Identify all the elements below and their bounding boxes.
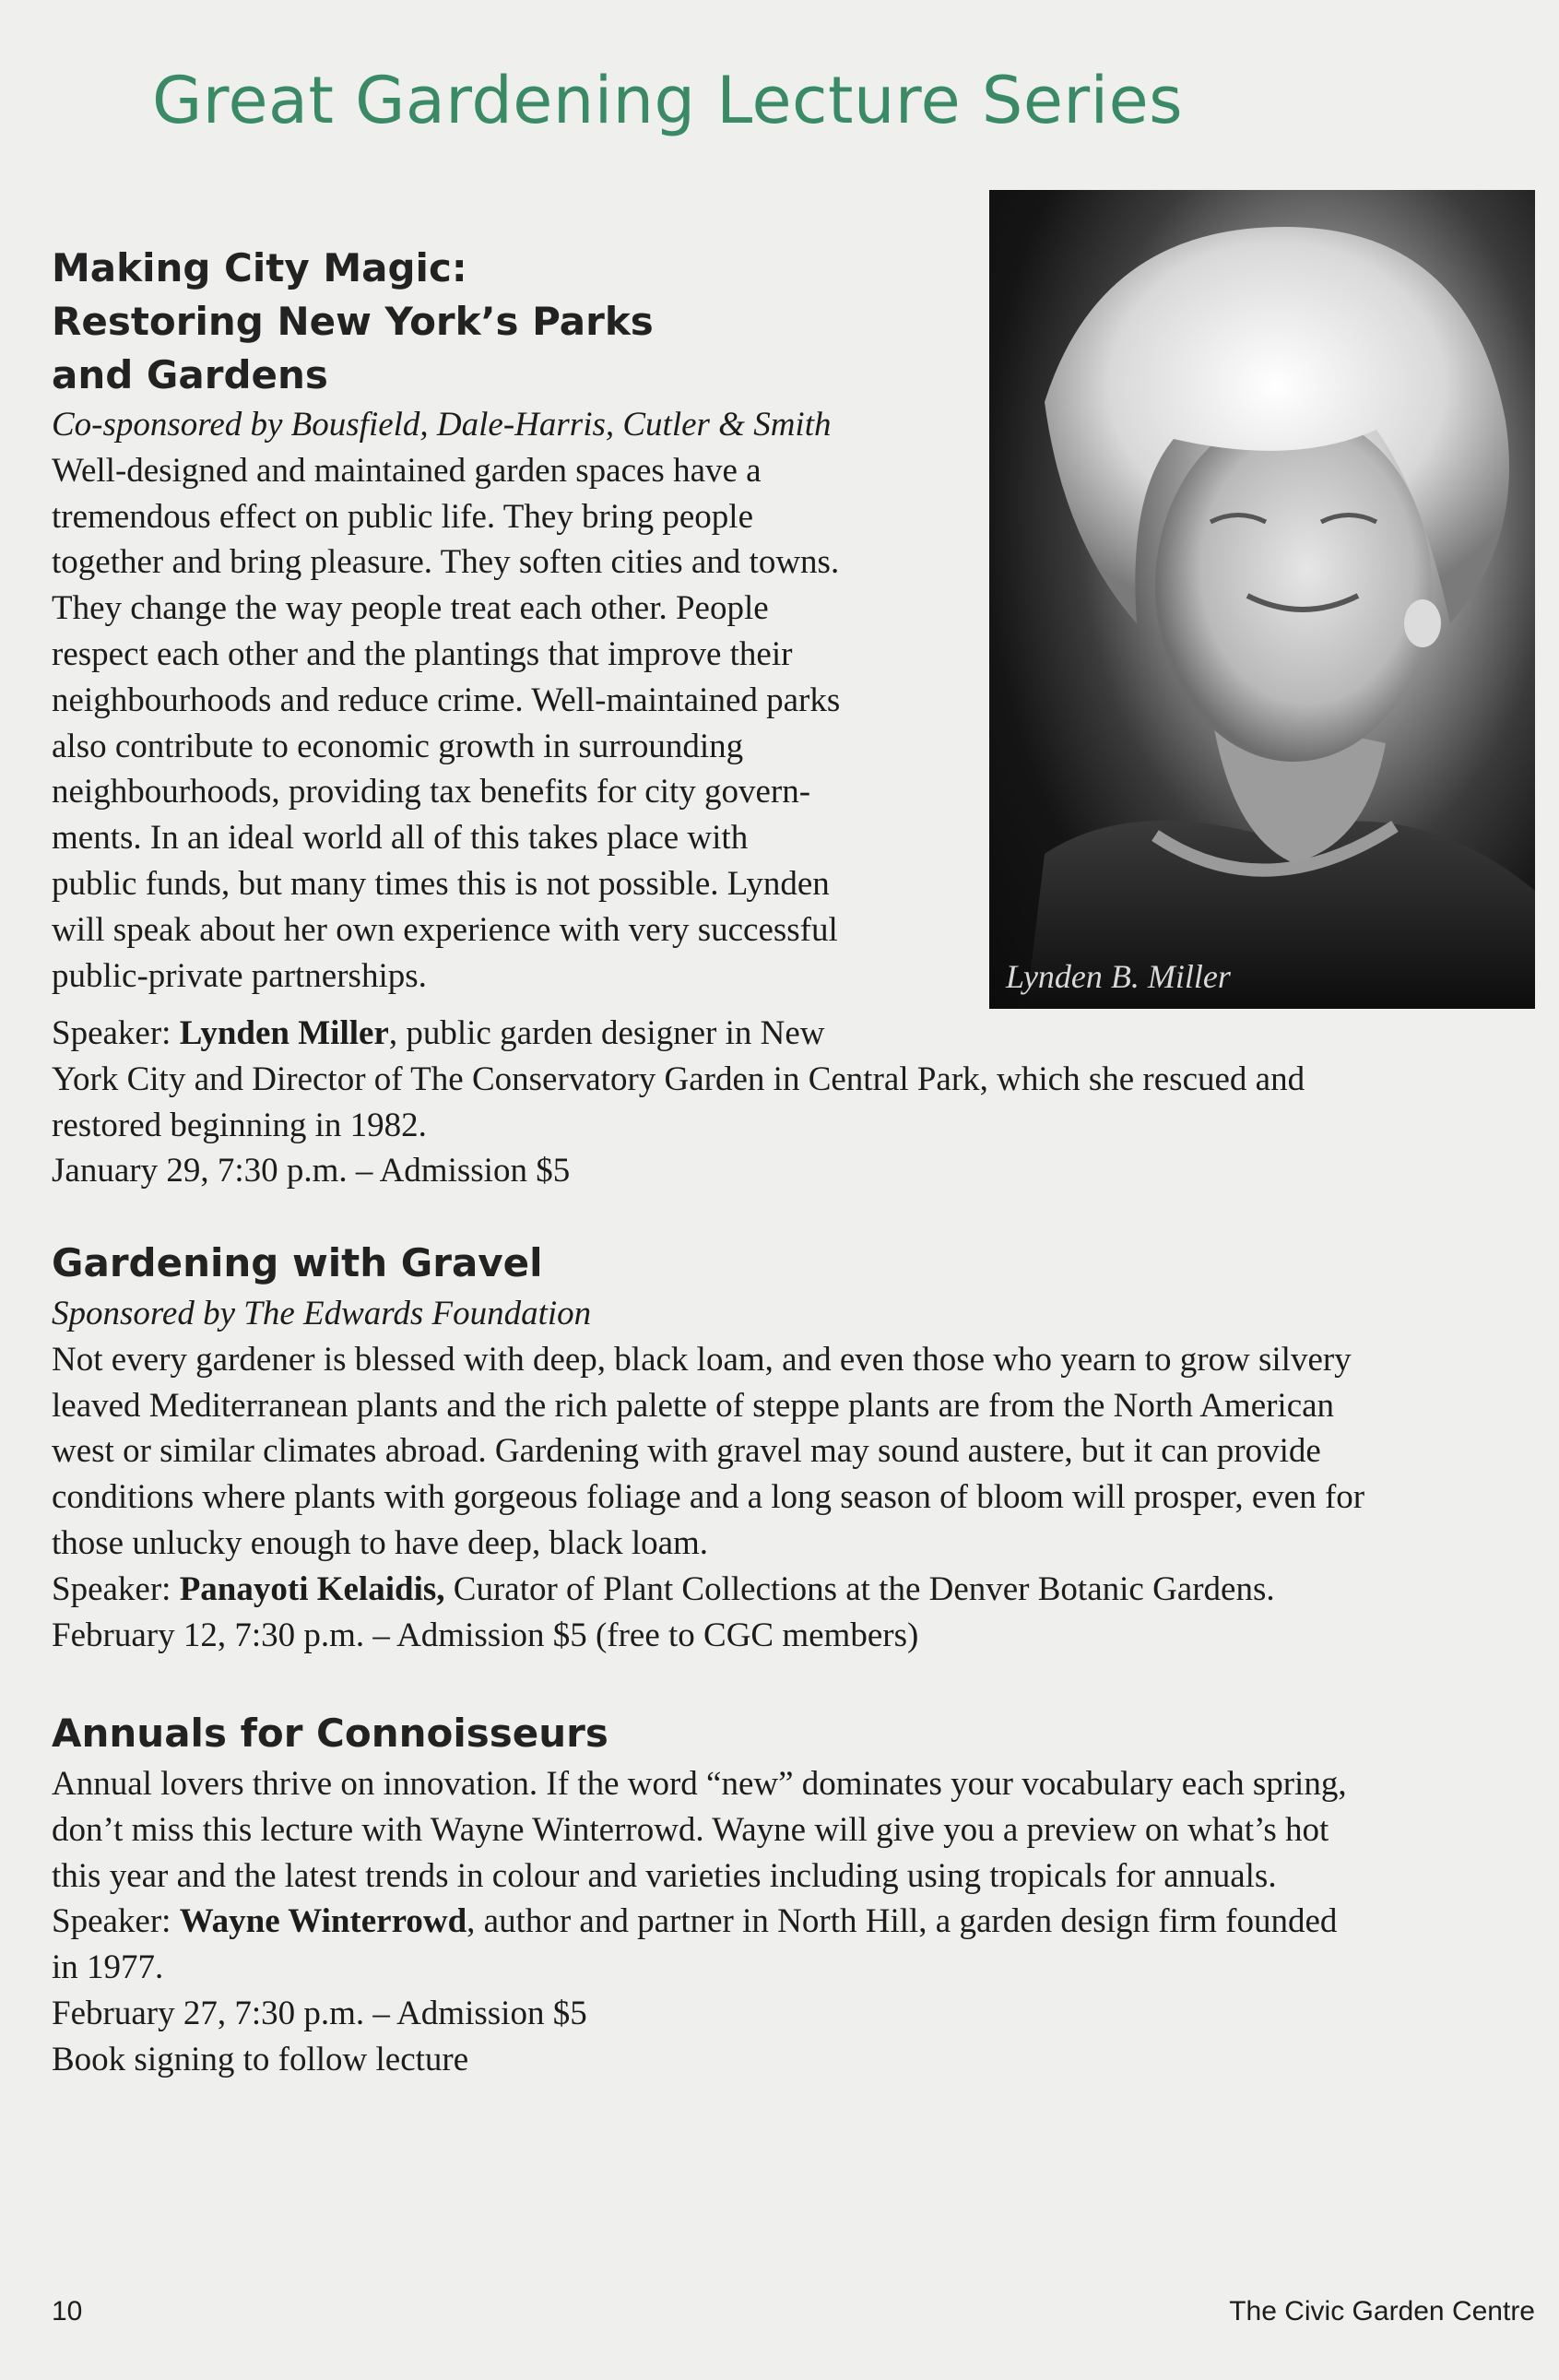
speaker-label: Speaker: [52, 1902, 180, 1941]
description-line: conditions where plants with gorgeous foliage and a long season of bloom will prosper, even for [52, 1478, 1365, 1517]
lecture-making-city-magic [52, 242, 974, 999]
description-line: also contribute to economic growth in surrounding [52, 727, 744, 765]
lecture-description [52, 1761, 1536, 2083]
lecture-note: Book signing to follow lecture [52, 2040, 469, 2078]
speaker-name: Lynden Miller [179, 1014, 389, 1052]
speaker-name: Panayoti Kelaidis, [179, 1569, 445, 1608]
page-title: Great Gardening Lecture Series [152, 63, 1184, 138]
photo-caption: Lynden B. Miller [1006, 958, 1231, 995]
speaker-description: in 1977. [52, 1948, 164, 1987]
lecture-sponsor: Co-sponsored by Bousfield, Dale-Harris, Cutler & Smith [52, 406, 832, 444]
description-line: neighbourhoods and reduce crime. Well-maintained parks [52, 681, 841, 719]
lecture-date: January 29, 7:30 p.m. – Admission $5 [52, 1152, 571, 1190]
description-line: Not every gardener is blessed with deep, black loam, and even those who yearn to grow silvery [52, 1340, 1352, 1379]
description-line: will speak about her own experience with very successful [52, 910, 838, 949]
description-line: tremendous effect on public life. They bring people [52, 497, 754, 536]
description-line: They change the way people treat each other. People [52, 589, 769, 628]
portrait-illustration [989, 190, 1535, 1009]
description-line: together and bring pleasure. They soften cities and towns. [52, 543, 840, 582]
speaker-description: , author and partner in North Hill, a garden design firm founded [467, 1902, 1338, 1941]
description-line: those unlucky enough to have deep, black loam. [52, 1523, 709, 1562]
speaker-description: restored beginning in 1982. [52, 1106, 427, 1144]
speaker-label: Speaker: [52, 1014, 180, 1052]
description-line: ments. In an ideal world all of this takes place with [52, 819, 749, 858]
description-line: Well-designed and maintained garden spaces have a [52, 451, 762, 490]
lecture-title [52, 242, 974, 402]
lecture-title: Annuals for Connoisseurs [52, 1711, 608, 1756]
speaker-description: , public garden designer in New [388, 1014, 825, 1052]
lecture-date: February 27, 7:30 p.m. – Admission $5 [52, 1994, 587, 2032]
speaker-line [52, 1567, 1536, 1613]
description-line: don’t miss this lecture with Wayne Winterrowd. Wayne will give you a preview on what’s hot [52, 1810, 1329, 1849]
description-line: public-private partnerships. [52, 956, 427, 995]
lecture-title-line: Restoring New York’s Parks [52, 299, 654, 344]
lecture-description [52, 448, 974, 1000]
description-line: west or similar climates abroad. Gardening with gravel may sound austere, but it can provide [52, 1432, 1321, 1471]
speaker-name: Wayne Winterrowd [179, 1902, 467, 1941]
lecture-date: February 12, 7:30 p.m. – Admission $5 (free to CGC members) [52, 1616, 919, 1654]
lecture-gardening-with-gravel [52, 1240, 1536, 1658]
lecture-title: Gardening with Gravel [52, 1240, 543, 1285]
description-line: this year and the latest trends in colour and varieties including using tropicals for annuals. [52, 1856, 1277, 1895]
description-line: respect each other and the plantings that improve their [52, 634, 793, 673]
lecture-title-line: Making City Magic: [52, 245, 467, 290]
speaker-label: Speaker: [52, 1569, 180, 1608]
lecture-annuals-for-connoisseurs [52, 1711, 1536, 2083]
lecture-speaker-and-date [52, 1011, 1527, 1194]
speaker-photo [989, 190, 1535, 1009]
description-line: public funds, but many times this is not possible. Lynden [52, 864, 830, 903]
speaker-line [52, 1899, 1536, 1945]
speaker-description: York City and Director of The Conservatory Garden in Central Park, which she rescued and [52, 1060, 1305, 1098]
description-line: leaved Mediterranean plants and the rich palette of steppe plants are from the North American [52, 1386, 1335, 1425]
speaker-description: Curator of Plant Collections at the Denver Botanic Gardens. [444, 1569, 1275, 1608]
publisher-name: The Civic Garden Centre [1229, 2296, 1535, 2327]
lecture-title-line: and Gardens [52, 352, 328, 397]
lecture-sponsor: Sponsored by The Edwards Foundation [52, 1295, 592, 1332]
description-line: neighbourhoods, providing tax benefits for city govern- [52, 773, 811, 811]
page-number: 10 [52, 2296, 83, 2327]
description-line: Annual lovers thrive on innovation. If the word “new” dominates your vocabulary each spring, [52, 1765, 1347, 1803]
speaker-line [52, 1011, 1527, 1057]
lecture-description [52, 1337, 1536, 1659]
